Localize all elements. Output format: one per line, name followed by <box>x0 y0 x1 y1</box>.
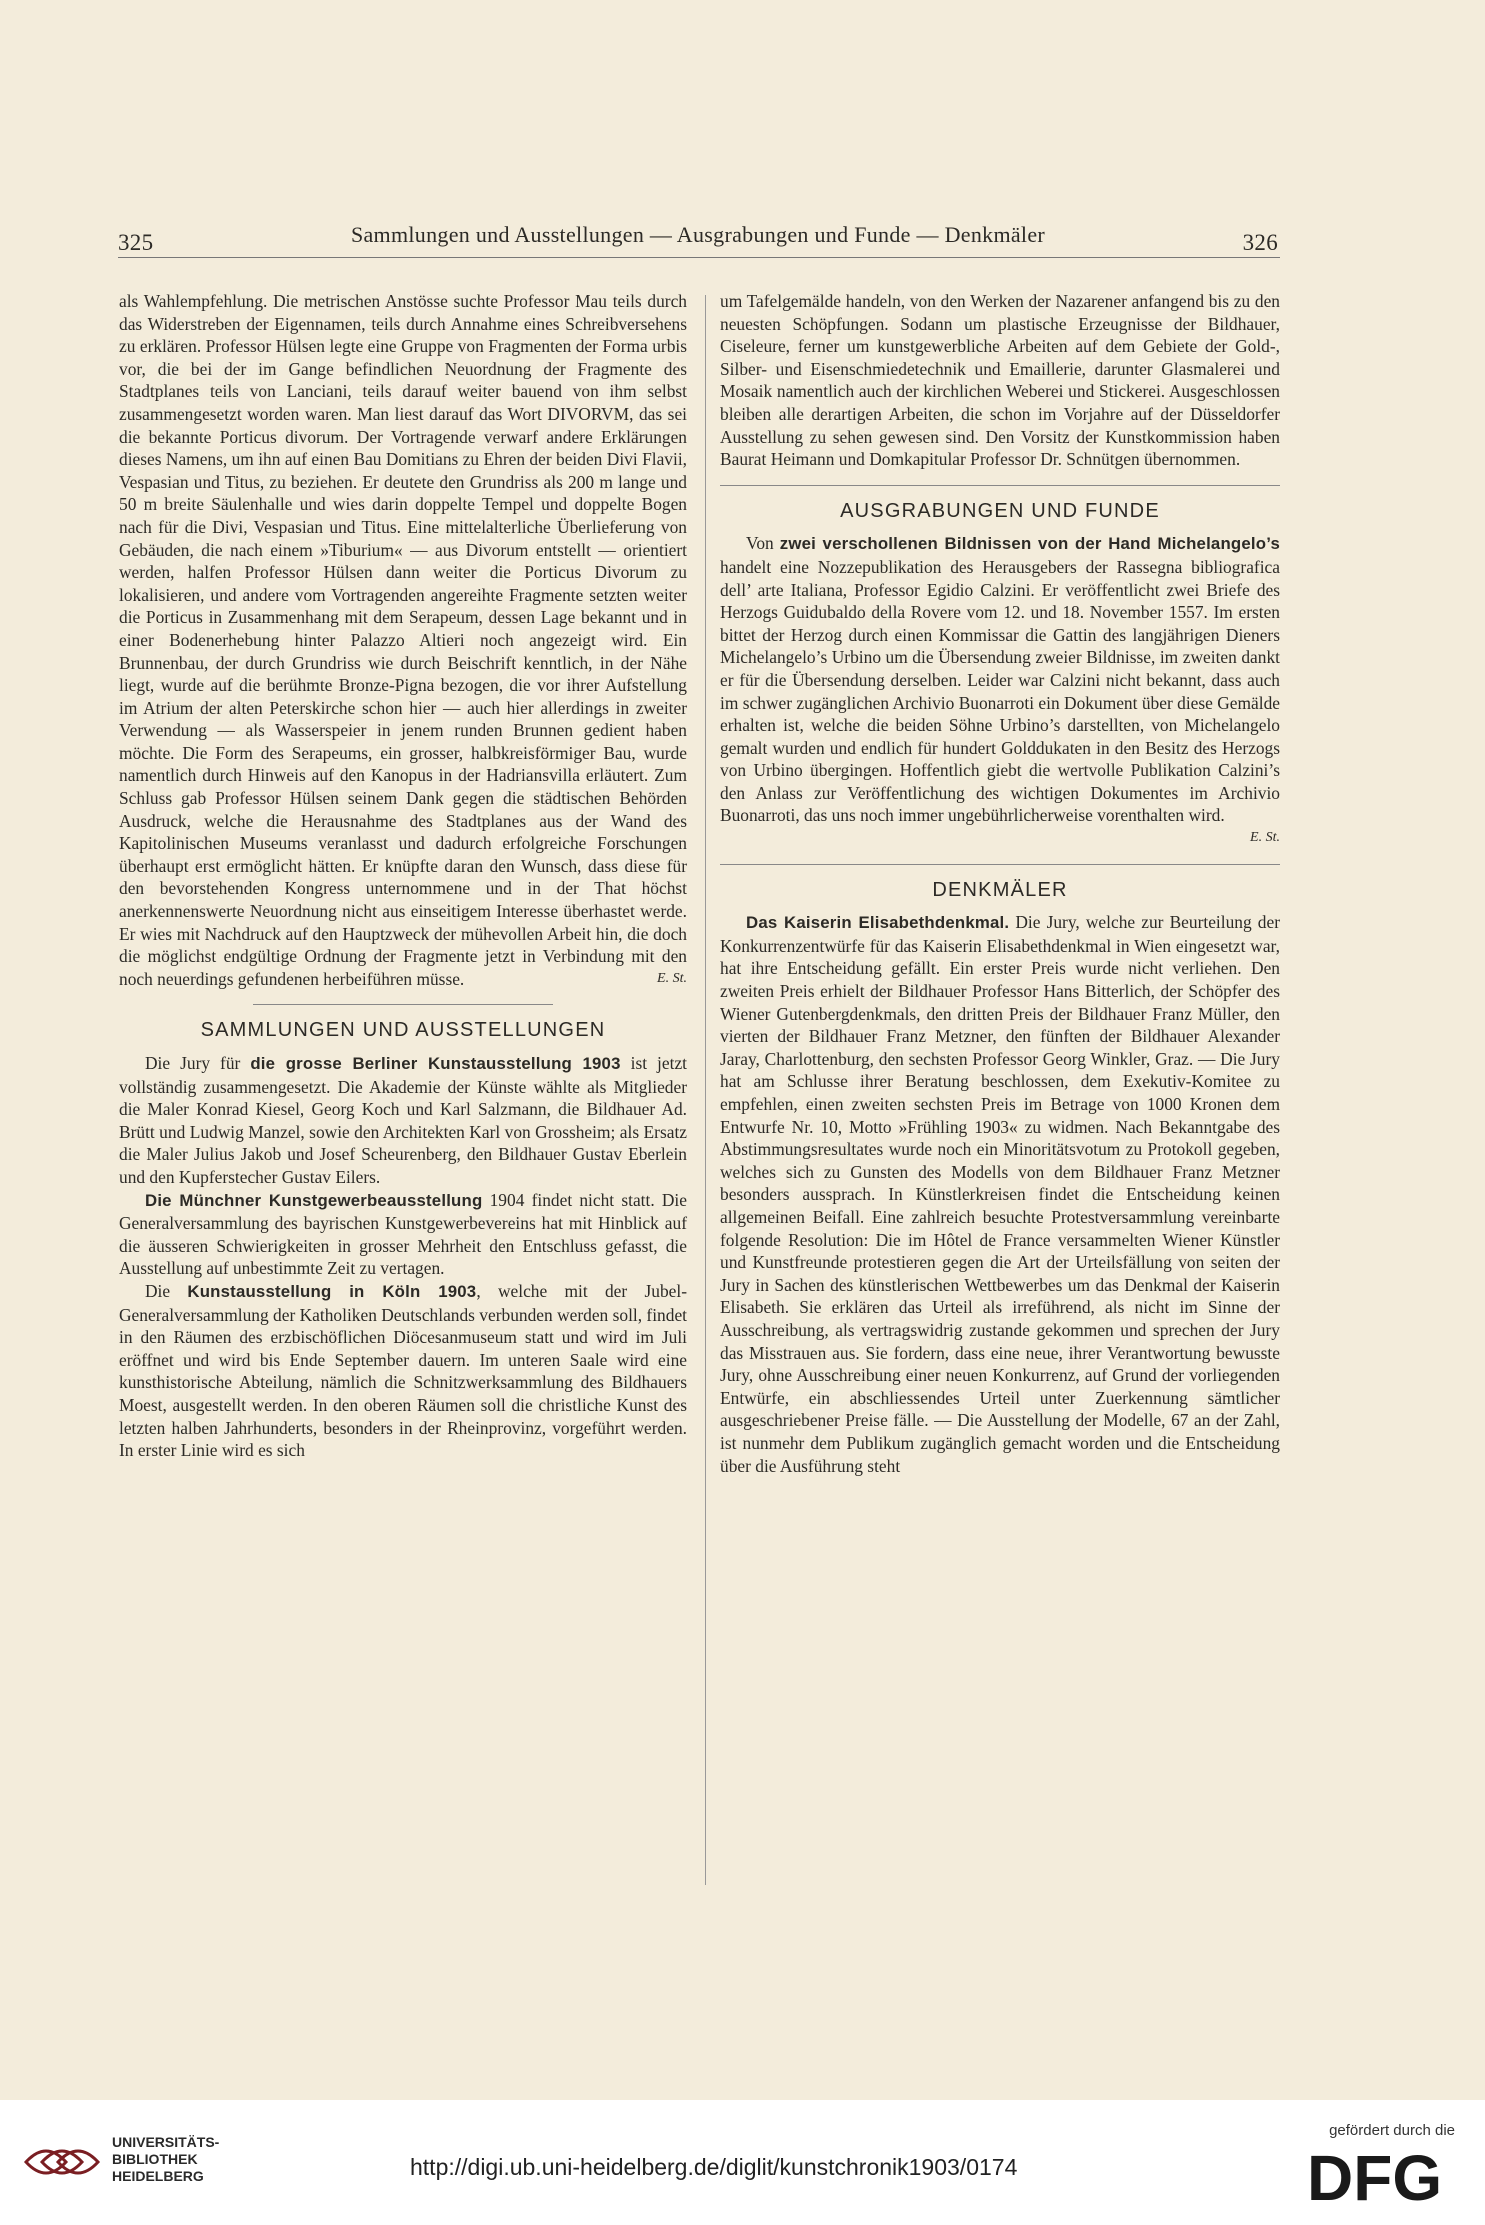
bold-keyword: Kunstausstellung in Köln 1903 <box>187 1281 477 1301</box>
paragraph-michelangelo <box>720 532 1280 846</box>
section-title-denkmaeler: DENKMÄLER <box>932 878 1068 901</box>
running-head <box>118 222 1278 262</box>
funded-by-label: gefördert durch die <box>1329 2122 1455 2139</box>
paragraph-koeln <box>119 1280 687 1462</box>
header-rule <box>118 257 1280 258</box>
paragraph-text: Die Jury, welche zur Beurteilung der Konkurrenzentwürfe für das Kaiserin Elisabethdenkmal in Wien eingesetzt war, hat ihre Entscheidung gefällt. Ein erster Preis wurde nicht verliehen. Den zweiten Preis erhielt der Bildhauer Professor Hans Bitterlich, der Schöpfer des Wiener Gutenbergdenkmals, den dritten Preis der Bildhauer Franz Müller, den vierten der Bildhauer Franz Metzner, den fünften der Bildhauer Alexander Jaray, Charlottenburg, den sechsten Professor Georg Winkler, Graz. — Die Jury hat am Schlusse ihrer Beratung beschlossen, dem Exekutiv-Komitee zu empfehlen, einen zweiten sechsten Preis im Betrage von 1000 Kronen dem Entwurfe Nr. 10, Motto »Frühling 1903« zu widmen. Nach Bekanntgabe des Abstimmungsresultates wurde noch ein Minoritätsvotum zu Protokoll gegeben, welches sich zu Gunsten des Modells von dem Bildhauer Franz Metzner besonders aussprach. In Künstlerkreisen findet die Entscheidung keinen allgemeinen Beifall. Eine zahlreich besuchte Protestversammlung vereinbarte folgende Resolution: Die im Hôtel de France versammelten Wiener Künstler und Kunstfreunde protestieren gegen die Art der Urteilsfällung von seiten der Jury in Sachen des künstlerischen Wettbewerbes um das Denkmal der Kaiserin Elisabeth. Sie erklären das Urteil als irreführend, als nicht im Sinne der Ausschreibung, als vertragswidrig zustande gekommen und sprechen der Jury das Misstrauen aus. Sie fordern, dass eine neue, ihrer Verantwortung bewusste Jury, ohne Ausschreibung einer neuen Konkurrenz, auf Grund der vorliegenden Entwürfe, ein abschliessendes Urteil unter Zuerkennung sämtlicher ausgeschriebener Preise fälle. — Die Ausstellung der Modelle, 67 an der Zahl, ist nunmehr dem Publikum zugänglich gemacht worden und die Entscheidung über die Ausführung steht <box>720 912 1280 1476</box>
university-library-logo-icon <box>20 2122 102 2202</box>
paragraph-text: als Wahlempfehlung. Die metrischen Anstösse suchte Professor Mau teils durch das Widerstreben der Eigennamen, teils durch Annahme eines Schreibversehens zu erklären. Professor Hülsen legte eine Gruppe von Fragmenten der Forma urbis vor, die bei der im Gange befindlichen Neuordnung der Fragmente des Stadtplanes teils von Lanciani, teils darauf weiter bauend von ihm selbst zusammengesetzt worden waren. Man liest darauf das Wort DIVORVM, das sei die bekannte Porticus divorum. Der Vortragende verwarf andere Erklärungen dieses Namens, um ihn auf einen Bau Domitians zu Ehren der beiden Divi Flavii, Vespasian und Titus, zu beziehen. Er deutete den Grundriss als 200 m lange und 50 m breite Säulenhalle und wies darin doppelte Tempel und doppelte Bogen nach für die Divi, Vespasian und Titus. Eine mittelalterliche Überlieferung von Gebäuden, die nach einem »Tiburium« — aus Divorum entstellt — orientiert werden, halfen Professor Hülsen dann weiter die Porticus Divorum zu lokalisieren, und andere vom Vortragenden angereihte Fragmente setzten weiter die Porticus in Zusammenhang mit dem Serapeum, dessen Lage bekannt und in einer Bodenerhebung hinter Palazzo Altieri noch angezeigt wird. Ein Brunnenbau, der durch Grundriss wie durch Beischrift kenntlich, in der Nähe liegt, wurde auf die berühmte Bronze-Pigna bezogen, die vor ihrer Aufstellung im Atrium der alten Peterskirche schon hier — auch hier allerdings in zweiter Verwendung — als Wasserspeier in jenem runden Brunnen gedient haben möchte. Die Form des Serapeums, ein grosser, halbkreisförmiger Bau, wurde namentlich durch Hinweis auf den Kanopus in der Hadriansvilla erläutert. Zum Schluss gab Professor Hülsen seinem Dank gegen die städtischen Behörden Ausdruck, welche die Herausnahme des Stadtplanes aus der Wand des Kapitolinischen Museums veranlasst und dadurch erfolgreiche Forschungen überhaupt erst ermöglicht hätten. Er knüpfte daran den Wunsch, dass diese für den bevorstehenden Kongress unternommene und in der That höchst anerkennenswerte Neuordnung nicht aus einseitigem Interesse überhastet werde. Er wies mit Nachdruck auf den Hauptzweck der mühevollen Arbeit hin, die doch die möglichst endgültige Ordnung der Fragmente jetzt in Verbindung mit den noch neuerdings gefundenen herbeiführen müsse. <box>119 291 687 989</box>
footer-bar <box>0 2100 1485 2225</box>
section-divider <box>720 864 1280 865</box>
left-column <box>119 290 687 1462</box>
page-number-right: 326 <box>1242 230 1278 255</box>
library-name-line: BIBLIOTHEK <box>112 2151 198 2167</box>
library-name <box>112 2134 219 2185</box>
paragraph-text: ist jetzt vollständig zusammengesetzt. Die Akademie der Künste wählte als Mitglieder die Maler Konrad Kiesel, Georg Koch und Karl Salzmann, die Bildhauer Ad. Brütt und Ludwig Manzel, sowie den Architekten Karl von Grossheim; als Ersatz die Maler Julius Jakob und Josef Scheurenberg, den Bildhauer Gustav Eberlein und den Kupferstecher Gustav Eilers. <box>119 1053 687 1187</box>
bold-keyword: Das Kaiserin Elisabethdenkmal. <box>746 913 1010 933</box>
bold-keyword: Die Münchner Kunstgewerbeausstellung <box>145 1190 483 1210</box>
section-divider <box>720 485 1280 486</box>
column-divider <box>705 295 706 1885</box>
source-url-link[interactable]: http://digi.ub.uni-heidelberg.de/diglit/kunstchronik1903/0174 <box>410 2154 1018 2180</box>
dfg-logo-text: DFG <box>1307 2142 1443 2208</box>
paragraph-koeln-continued <box>720 290 1280 471</box>
bold-keyword: die grosse Berliner Kunstausstellung 1903 <box>250 1054 621 1073</box>
running-title: Sammlungen und Ausstellungen — Ausgrabungen und Funde — Denkmäler <box>350 222 1046 247</box>
dfg-logo-icon <box>1307 2142 1457 2208</box>
paragraph-forma-urbis <box>119 290 687 990</box>
paragraph-lead: Die Jury für <box>145 1053 251 1073</box>
section-divider <box>253 1004 553 1005</box>
library-name-line: UNIVERSITÄTS- <box>112 2134 220 2150</box>
author-signature: E. St. <box>657 970 687 986</box>
paragraph-muenchen <box>119 1189 687 1280</box>
paragraph-lead: Die <box>145 1280 188 1301</box>
author-signature: E. St. <box>1250 830 1280 846</box>
section-title-sammlungen: SAMMLUNGEN UND AUSSTELLUNGEN <box>200 1019 606 1042</box>
paragraph-text: , welche mit der Jubel-Generalversammlung der Katholiken Deutschlands verbunden werden soll, findet in den Räumen des erzbischöflichen Diöcesanmuseum statt und wird im Juli eröffnet und wird bis Ende September dauern. Im unteren Saale wird eine kunsthistorische Abteilung, nämlich die Schnitzwerksammlung des Bildhauers Moest, ausgestellt werden. In den oberen Räumen soll die christliche Kunst des letzten halben Jahrhunderts, besonders in der Rheinprovinz, vorgeführt werden. In erster Linie wird es sich <box>119 1280 687 1461</box>
bold-keyword: zwei verschollenen Bildnissen von der Hand Michelangelo’s <box>779 534 1280 554</box>
page-number-left: 325 <box>118 230 154 255</box>
paragraph-text: 1904 findet nicht statt. Die Generalversammlung des bayrischen Kunstgewerbevereins hat mit Hinblick auf die äusseren Schwierigkeiten in grosser Mehrheit den Entschluss gefasst, die Ausstellung auf unbestimmte Zeit zu vertagen. <box>119 1189 687 1279</box>
paragraph-text: handelt eine Nozzepublikation des Herausgebers der Rassegna bibliografica dell’ arte Italiana, Professor Egidio Calzini. Er veröffentlicht zwei Briefe des Herzogs Guidubaldo della Rovere vom 12. und 18. November 1557. Im ersten bittet der Herzog durch einen Kommissar die Gattin des langjährigen Dieners Michelangelo’s Urbino um die Übersendung zweier Bildnisse, im zweiten dankt er für die Übersendung derselben. Leider war Calzini nicht bekannt, dass auch im schwer zugänglichen Archivio Buonarroti ein Dokument über diese Gemälde erhalten ist, welche die beiden Söhne Urbino’s darstellten, von Michelangelo gemalt wurden und endlich für hundert Golddukaten in den Besitz des Herzogs von Urbino übergingen. Hoffentlich giebt die wertvolle Publikation Calzini’s den Anlass zur Veröffentlichung des wichtigen Dokumentes im Archivio Buonarroti, das uns noch immer ungebührlicherweise vorenthalten wird. <box>720 556 1280 826</box>
paragraph-lead: Von <box>746 533 780 554</box>
section-title-ausgrabungen: AUSGRABUNGEN UND FUNDE <box>840 499 1160 522</box>
library-name-line: HEIDELBERG <box>112 2168 204 2184</box>
paragraph-berlin-jury <box>119 1052 687 1189</box>
paragraph-text: um Tafelgemälde handeln, von den Werken der Nazarener anfangend bis zu den neuesten Schöpfungen. Sodann um plastische Erzeugnisse der Bildhauer, Ciseleure, ferner um kunstgewerbliche Arbeiten auf dem Gebiete der Gold-, Silber- und Eisenschmiedetechnik und Emaillerie, darunter Glasmalerei und Mosaik namentlich auch der kirchlichen Weberei und Stickerei. Ausgeschlossen bleiben alle derartigen Arbeiten, die schon im Vorjahre auf der Düsseldorfer Ausstellung zu sehen gewesen sind. Den Vorsitz der Kunstkommission haben Baurat Heimann und Domkapitular Professor Dr. Schnütgen übernommen. <box>720 291 1280 470</box>
paragraph-elisabethdenkmal <box>720 911 1280 1477</box>
right-column <box>720 290 1280 1477</box>
